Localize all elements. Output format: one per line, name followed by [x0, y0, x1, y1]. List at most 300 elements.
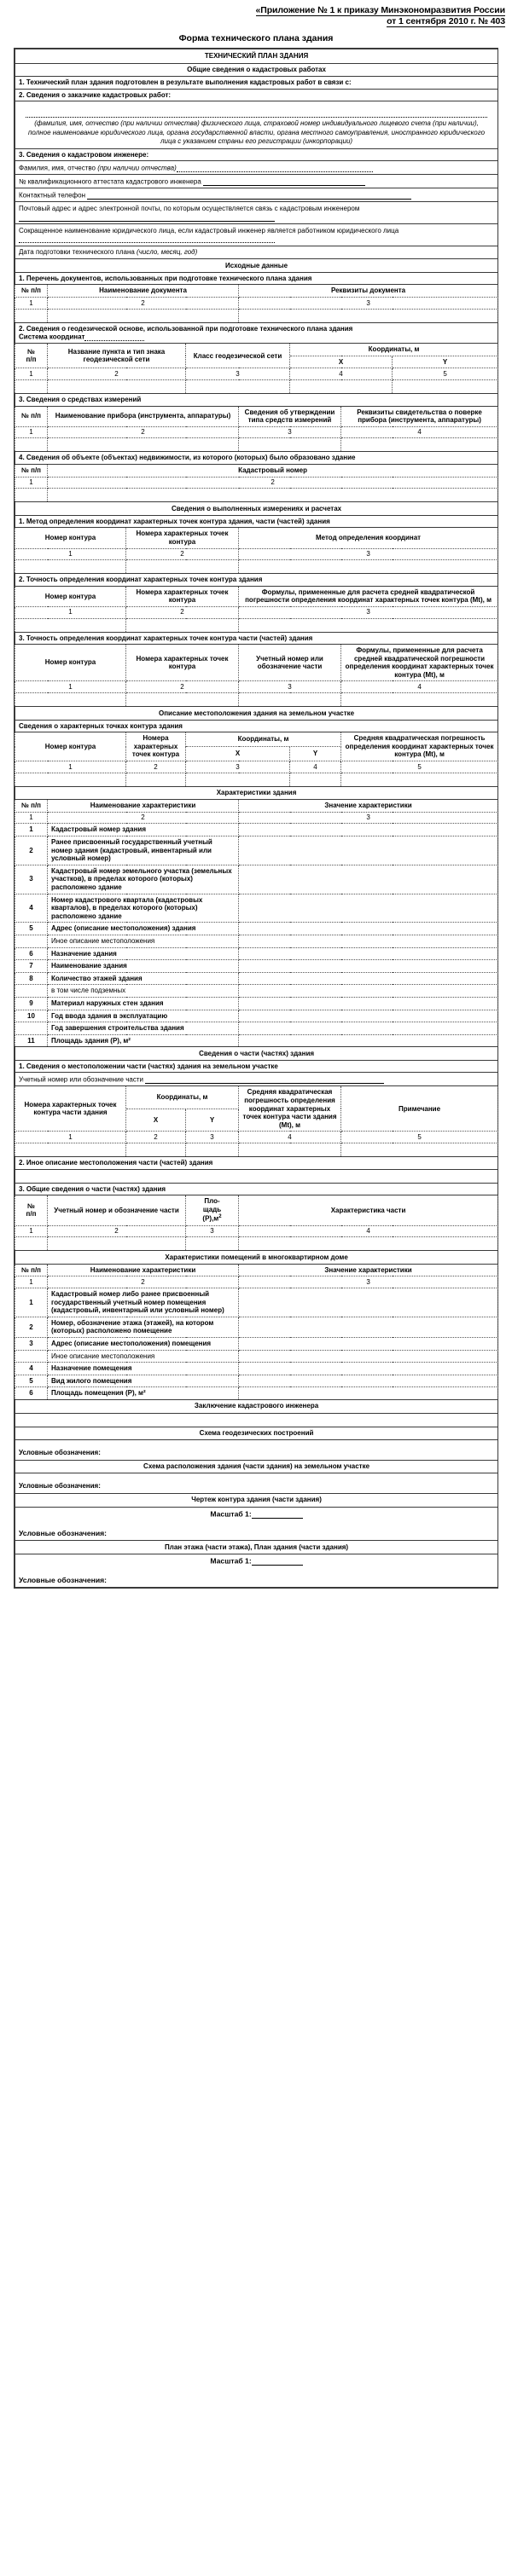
cell-npp[interactable] [15, 438, 48, 452]
row-index: 3 [15, 1338, 48, 1351]
field-fio-input[interactable] [177, 164, 373, 172]
table-row[interactable] [15, 1022, 498, 1035]
source-2-title-row [15, 322, 498, 344]
section-band-source: Исходные данные [15, 259, 498, 273]
col-char-value: Значение характеристики [239, 1264, 498, 1276]
col-npp: № п/п [15, 344, 48, 368]
general-item1-row [15, 77, 498, 90]
source-2-numbers-row [15, 368, 498, 380]
colnum-1: 1 [15, 812, 48, 824]
colnum-4: 4 [290, 368, 393, 380]
band-location-row [15, 707, 498, 721]
colnum-1: 1 [15, 606, 126, 618]
source-3-numbers-row [15, 426, 498, 438]
field-address-row [15, 202, 498, 224]
source-2-title-text: 2. Сведения о геодезической основе, использованной при подготовке технического плана здания [19, 324, 353, 333]
colnum-5: 5 [341, 1132, 498, 1143]
layout-scheme-legend-row [15, 1473, 498, 1494]
col-npp: № п/п [15, 800, 48, 813]
part-number-input[interactable] [145, 1075, 384, 1084]
band-conclusion-row [15, 1399, 498, 1413]
customer-cell[interactable] [15, 101, 498, 149]
table-row[interactable] [15, 960, 498, 973]
section-band-layout-scheme: Схема расположения здания (части здания) на земельном участке [15, 1460, 498, 1473]
colnum-5: 5 [393, 368, 498, 380]
source-3-title: 3. Сведения о средствах измерений [15, 394, 498, 407]
general-item-3: 3. Сведения о кадастровом инженере: [15, 148, 498, 161]
field-phone-label: Контактный телефон [19, 191, 85, 200]
colnum-2: 2 [126, 761, 186, 773]
source-3-header-row [15, 406, 498, 426]
cell-note[interactable] [341, 1143, 498, 1157]
col-contour-number: Номер контура [15, 586, 126, 606]
general-item-2[interactable]: 2. Сведения о заказчике кадастровых работ: [15, 89, 498, 101]
colnum-4: 4 [341, 681, 498, 693]
colnum-3: 3 [239, 426, 341, 438]
field-fio[interactable] [15, 161, 498, 175]
colnum-2: 2 [48, 298, 239, 310]
field-phone-row [15, 188, 498, 202]
row-label: Кадастровый номер либо ранее присвоенный государственный учетный номер помещения (кадастровый, инвентарный или условный номер) [48, 1288, 239, 1317]
col-x: X [126, 1109, 186, 1131]
cell-type-approval[interactable] [239, 438, 341, 452]
source-1-empty-row[interactable] [15, 309, 498, 322]
band-general-row [15, 63, 498, 77]
table-row[interactable] [15, 824, 498, 836]
cell-verification-cert[interactable] [341, 438, 498, 452]
cell-x[interactable] [126, 1143, 186, 1157]
source-4-title-row [15, 452, 498, 465]
section-band-geo-scheme: Схема геодезических построений [15, 1427, 498, 1440]
part-1-empty-row[interactable] [15, 1143, 498, 1157]
field-phone-input[interactable] [87, 191, 411, 200]
field-shortname[interactable] [15, 224, 498, 246]
document-header [0, 0, 512, 43]
row-index [15, 935, 48, 947]
row-index: 2 [15, 836, 48, 865]
colnum-1: 1 [15, 761, 126, 773]
table-row[interactable] [15, 985, 498, 998]
row-value[interactable] [239, 836, 498, 865]
field-address-label: Почтовый адрес и адрес электронной почты, по которым осуществляется связь с кадастровым инженером [19, 204, 360, 212]
field-date[interactable] [15, 246, 498, 259]
row-value[interactable] [239, 1288, 498, 1317]
row-value[interactable] [239, 972, 498, 985]
col-npp: № п/п [15, 1264, 48, 1276]
cell-point-numbers[interactable] [126, 773, 186, 786]
source-1-title-row [15, 272, 498, 285]
scale-text: Масштаб 1: [210, 1556, 252, 1566]
row-value[interactable] [239, 1034, 498, 1047]
bchars-numbers-row [15, 812, 498, 824]
table-row[interactable] [15, 1363, 498, 1375]
col-char-name: Наименование характеристики [48, 800, 239, 813]
customer-input-area[interactable] [15, 101, 497, 117]
table-row[interactable] [15, 1338, 498, 1351]
row-label: Ранее присвоенный государственный учетный номер здания (кадастровый, инвентарный или условный номер) [48, 836, 239, 865]
section-band-location: Описание местоположения здания на земельном участке [15, 707, 498, 721]
row-value[interactable] [239, 1022, 498, 1035]
source-3-empty-row[interactable] [15, 438, 498, 452]
colnum-1: 1 [15, 1276, 48, 1288]
col-formulas: Формулы, примененные для расчета средней квадратической погрешности определения координат характерных точек контура (Мt), м [239, 586, 498, 606]
col-device-name: Наименование прибора (инструмента, аппаратуры) [48, 406, 239, 426]
cell-device-name[interactable] [48, 438, 239, 452]
source-3-title-row [15, 394, 498, 407]
col-cadastral-number: Кадастровый номер [48, 464, 498, 477]
col-part-point-numbers: Номера характерных точек контура части здания [15, 1086, 126, 1132]
field-date-hint: (число, месяц, год) [137, 248, 198, 257]
source-2-empty-row[interactable] [15, 380, 498, 394]
row-index: 3 [15, 865, 48, 894]
cell-doc-req[interactable] [239, 309, 498, 322]
cell-coord-method[interactable] [239, 560, 498, 574]
appendix-line-2 [7, 16, 505, 27]
part-3-numbers-row [15, 1225, 498, 1237]
row-label: Адрес (описание местоположения) здания [48, 923, 239, 935]
meas-1-header-row [15, 528, 498, 548]
meas-1-title: 1. Метод определения координат характерных точек контура здания, части (частей) здания [15, 515, 498, 528]
main-title-row [15, 49, 498, 64]
location-subtitle-row [15, 720, 498, 732]
row-value[interactable] [239, 1375, 498, 1387]
colnum-2: 2 [48, 812, 239, 824]
row-index: 5 [15, 1375, 48, 1387]
col-point-numbers: Номера характерных точек контура [126, 528, 239, 548]
colnum-3: 3 [186, 368, 290, 380]
table-row[interactable] [15, 947, 498, 960]
row-index: 6 [15, 1387, 48, 1400]
meas-2-title: 2. Точность определения координат характерных точек контура здания [15, 574, 498, 587]
col-coords: Координаты, м [290, 344, 498, 356]
cell-y[interactable] [393, 380, 498, 394]
band-measurements-row [15, 502, 498, 516]
source-4-header-row [15, 464, 498, 477]
section-band-building-chars: Характеристики здания [15, 786, 498, 800]
col-doc-name: Наименование документа [48, 285, 239, 298]
col-part-characteristic: Характеристика части [239, 1195, 498, 1225]
table-row[interactable] [15, 894, 498, 923]
floor-plan-scale-input[interactable] [252, 1557, 303, 1566]
meas-1-numbers-row [15, 548, 498, 560]
cell-contour-number[interactable] [15, 693, 126, 707]
cell-y[interactable] [186, 1143, 239, 1157]
col-y: Y [393, 356, 498, 368]
col-coords: Координаты, м [126, 1086, 239, 1109]
part-2-empty-row[interactable] [15, 1169, 498, 1183]
field-attestat-input[interactable] [203, 177, 365, 186]
part-1-title: 1. Сведения о местоположении части (частях) здания на земельном участке [15, 1060, 498, 1073]
row-value[interactable] [239, 1338, 498, 1351]
geo-scheme-legend-row [15, 1440, 498, 1461]
row-value[interactable] [239, 1317, 498, 1337]
col-contour-number: Номер контура [15, 645, 126, 681]
row-label: Количество этажей здания [48, 972, 239, 985]
colnum-4: 4 [239, 1225, 498, 1237]
row-index: 4 [15, 1363, 48, 1375]
colnum-1: 1 [15, 1132, 126, 1143]
col-contour-number: Номер контура [15, 528, 126, 548]
row-value[interactable] [239, 997, 498, 1010]
col-part-number: Учетный номер или обозначение части [239, 645, 341, 681]
table-row[interactable] [15, 1375, 498, 1387]
col-point-numbers: Номера характерных точек контура [126, 586, 239, 606]
row-index: 4 [15, 894, 48, 923]
floor-plan-scale-cell[interactable] [15, 1554, 498, 1588]
row-value[interactable] [239, 935, 498, 947]
row-value[interactable] [239, 1010, 498, 1022]
field-attestat-label: № квалификационного аттестата кадастрового инженера [19, 177, 201, 186]
colnum-4: 4 [239, 1132, 341, 1143]
form-frame [14, 48, 498, 1589]
cell-part-area[interactable] [186, 1237, 239, 1251]
table-row[interactable] [15, 923, 498, 935]
table-row[interactable] [15, 1010, 498, 1022]
col-y: Y [290, 747, 341, 761]
contour-legend: Условные обозначения: [19, 1528, 107, 1537]
cell-part-number-name[interactable] [48, 1237, 186, 1251]
row-index [15, 985, 48, 998]
source-4-numbers-row [15, 477, 498, 489]
col-y: Y [186, 1109, 239, 1131]
col-coord-method: Метод определения координат [239, 528, 498, 548]
field-date-label: Дата подготовки технического плана [19, 248, 137, 257]
row-label: Назначение здания [48, 947, 239, 960]
table-row[interactable] [15, 1317, 498, 1337]
cell-part-number[interactable] [239, 693, 341, 707]
cell-npp[interactable] [15, 1237, 48, 1251]
col-x: X [186, 747, 290, 761]
row-value[interactable] [239, 923, 498, 935]
colnum-5: 5 [341, 761, 498, 773]
cell-formulas[interactable] [239, 618, 498, 632]
row-index [15, 1350, 48, 1363]
colnum-4: 4 [290, 761, 341, 773]
table-row[interactable] [15, 935, 498, 947]
cell-mse[interactable] [239, 1143, 341, 1157]
field-shortname-label: Сокращенное наименование юридического лица, если кадастровый инженер является работником юридического лица [19, 226, 399, 234]
field-attestat-row [15, 175, 498, 188]
colnum-3: 3 [239, 681, 341, 693]
conclusion-input-area[interactable] [15, 1413, 498, 1427]
coord-system-label: Система координат [19, 333, 85, 341]
form-table [15, 49, 498, 1588]
part-number-field[interactable] [15, 1073, 498, 1086]
colnum-2: 2 [48, 426, 239, 438]
cell-cadastral-number[interactable] [48, 489, 498, 502]
row-label: Площадь здания (Р), м² [48, 1034, 239, 1047]
band-part-info-row [15, 1047, 498, 1061]
location-numbers-row [15, 761, 498, 773]
field-address-input[interactable] [19, 213, 275, 222]
row-value[interactable] [239, 1350, 498, 1363]
row-value[interactable] [239, 1387, 498, 1400]
conclusion-empty-row[interactable] [15, 1413, 498, 1427]
col-contour-number: Номер контура [15, 732, 126, 761]
col-npp: № п/п [15, 464, 48, 477]
row-label: Иное описание местоположения [48, 1350, 239, 1363]
field-fio-hint: (при наличии отчества) [97, 164, 177, 172]
meas-3-title-row [15, 632, 498, 645]
part-number-label: Учетный номер или обозначение части [19, 1075, 143, 1084]
table-row[interactable] [15, 1350, 498, 1363]
contour-scale-input[interactable] [252, 1510, 303, 1519]
cell-x[interactable] [186, 773, 290, 786]
part-3-title-row [15, 1183, 498, 1195]
row-value[interactable] [239, 985, 498, 998]
page-title: ТЕХНИЧЕСКИЙ ПЛАН ЗДАНИЯ [15, 49, 498, 64]
scale-text: Масштаб 1: [210, 1508, 252, 1518]
cell-npp[interactable] [15, 489, 48, 502]
row-value[interactable] [239, 947, 498, 960]
col-doc-req: Реквизиты документа [239, 285, 498, 298]
meas-2-numbers-row [15, 606, 498, 618]
row-index: 6 [15, 947, 48, 960]
col-x: X [290, 356, 393, 368]
colnum-1: 1 [15, 368, 48, 380]
source-1-title: 1. Перечень документов, использованных при подготовке технического плана здания [15, 272, 498, 285]
col-part-area: Пло- щадь $(Р),м^2$ [186, 1195, 239, 1225]
col-point-numbers: Номера характерных точек контура [126, 645, 239, 681]
meas-1-title-row [15, 515, 498, 528]
cell-point-numbers[interactable] [126, 693, 239, 707]
table-row[interactable] [15, 865, 498, 894]
meas-2-header-row [15, 586, 498, 606]
col-part-number-name: Учетный номер и обозначение части [48, 1195, 186, 1225]
band-geo-scheme-row [15, 1427, 498, 1440]
table-row[interactable] [15, 1034, 498, 1047]
colnum-3: 3 [239, 606, 498, 618]
colnum-1: 1 [15, 477, 48, 489]
cell-contour-number[interactable] [15, 560, 126, 574]
cell-point-numbers[interactable] [126, 560, 239, 574]
colnum-3: 3 [186, 1132, 239, 1143]
cell-contour-number[interactable] [15, 618, 126, 632]
row-label: Наименование здания [48, 960, 239, 973]
pchars-numbers-row [15, 1276, 498, 1288]
row-index: 5 [15, 923, 48, 935]
row-value[interactable] [239, 894, 498, 923]
cell-point-name[interactable] [48, 380, 186, 394]
part-3-empty-row[interactable] [15, 1237, 498, 1251]
table-row[interactable] [15, 1387, 498, 1400]
row-label: Год завершения строительства здания [48, 1022, 239, 1035]
colnum-3: 3 [239, 298, 498, 310]
cell-npp[interactable] [15, 309, 48, 322]
band-floor-plan-row [15, 1541, 498, 1554]
customer-input-row [15, 101, 498, 149]
row-value[interactable] [239, 824, 498, 836]
row-label: Номер, обозначение этажа (этажей), на котором (которых) расположено помещение [48, 1317, 239, 1337]
cell-point-numbers[interactable] [126, 618, 239, 632]
source-2-title [15, 322, 498, 344]
cell-geo-class[interactable] [186, 380, 290, 394]
col-mse: Средняя квадратическая погрешность определения координат характерных точек контура (Мt), м [341, 732, 498, 761]
cell-y[interactable] [290, 773, 341, 786]
geo-scheme-legend: Условные обозначения: [15, 1440, 498, 1461]
col-geo-class: Класс геодезической сети [186, 344, 290, 368]
table-row[interactable] [15, 1288, 498, 1317]
row-label: Иное описание местоположения [48, 935, 239, 947]
source-4-empty-row[interactable] [15, 489, 498, 502]
cell-formulas[interactable] [341, 693, 498, 707]
colnum-3: 3 [239, 812, 498, 824]
source-4-title: 4. Сведения об объекте (объектах) недвижимости, из которого (которых) было образовано здание [15, 452, 498, 465]
floor-plan-scale-label[interactable] [15, 1554, 497, 1568]
cell-npp[interactable] [15, 380, 48, 394]
location-subtitle: Сведения о характерных точках контура здания [15, 720, 498, 732]
colnum-2: 2 [126, 681, 239, 693]
cell-doc-name[interactable] [48, 309, 239, 322]
meas-3-empty-row[interactable] [15, 693, 498, 707]
table-row[interactable] [15, 972, 498, 985]
contour-scale-label[interactable] [15, 1508, 497, 1521]
general-item3-row [15, 148, 498, 161]
meas-2-title-row [15, 574, 498, 587]
colnum-2: 2 [48, 368, 186, 380]
row-label: Назначение помещения [48, 1363, 239, 1375]
row-label: Площадь помещения (Р), м² [48, 1387, 239, 1400]
row-label: Номер кадастрового квартала (кадастровых кварталов), в пределах которого (которых) расположено здание [48, 894, 239, 923]
field-phone[interactable] [15, 188, 498, 202]
table-row[interactable] [15, 836, 498, 865]
contour-scale-row [15, 1507, 498, 1541]
col-formulas: Формулы, примененные для расчета средней квадратической погрешности определения координат характерных точек контура (Мt), м [341, 645, 498, 681]
band-layout-scheme-row [15, 1460, 498, 1473]
appendix-text-1: «Приложение № 1 к приказу Минэкономразвития России [255, 5, 505, 15]
cell-part-characteristic[interactable] [239, 1237, 498, 1251]
general-item-1[interactable]: 1. Технический план здания подготовлен в результате выполнения кадастровых работ в связи с: [15, 77, 498, 90]
colnum-3: 3 [239, 1276, 498, 1288]
section-band-general: Общие сведения о кадастровых работах [15, 63, 498, 77]
part-2-input-area[interactable] [15, 1169, 498, 1183]
cell-part-point-numbers[interactable] [15, 1143, 126, 1157]
col-npp: № п/п [15, 1195, 48, 1225]
meas-3-header-row [15, 645, 498, 681]
location-empty-row[interactable] [15, 773, 498, 786]
coord-system-input[interactable] [84, 333, 144, 341]
col-npp: № п/п [15, 406, 48, 426]
cell-mse[interactable] [341, 773, 498, 786]
cell-x[interactable] [290, 380, 393, 394]
row-value[interactable] [239, 960, 498, 973]
field-attestat[interactable] [15, 175, 498, 188]
row-value[interactable] [239, 865, 498, 894]
part-2-title-row [15, 1157, 498, 1170]
part-1-field-row [15, 1073, 498, 1086]
customer-note: (фамилия, имя, отчество (при наличии отчества) физического лица, страховой номер индивидуального лицевого счета (при наличии), полное наименование юридического лица, органа государственной власти, органа местного самоуправления, иностранного юридического лица с указанием страны его регистрации (инкорпорации) [28, 119, 486, 146]
field-fio-label: Фамилия, имя, отчество [19, 164, 98, 172]
colnum-3: 3 [186, 761, 290, 773]
row-label: Материал наружных стен здания [48, 997, 239, 1010]
contour-scale-cell[interactable] [15, 1507, 498, 1541]
floor-plan-scale-row [15, 1554, 498, 1588]
meas-2-empty-row[interactable] [15, 618, 498, 632]
field-address[interactable] [15, 202, 498, 224]
source-2-header-row [15, 344, 498, 356]
cell-contour-number[interactable] [15, 773, 126, 786]
meas-1-empty-row[interactable] [15, 560, 498, 574]
band-contour-draw-row [15, 1493, 498, 1507]
field-shortname-input[interactable] [19, 234, 275, 243]
col-verification-cert: Реквизиты свидетельства о поверке прибора (инструмента, аппаратуры) [341, 406, 498, 426]
colnum-2: 2 [48, 1276, 239, 1288]
table-row[interactable] [15, 997, 498, 1010]
part-1-numbers-row [15, 1132, 498, 1143]
field-shortname-row [15, 224, 498, 246]
meas-3-title: 3. Точность определения координат характерных точек контура части (частей) здания [15, 632, 498, 645]
row-value[interactable] [239, 1363, 498, 1375]
